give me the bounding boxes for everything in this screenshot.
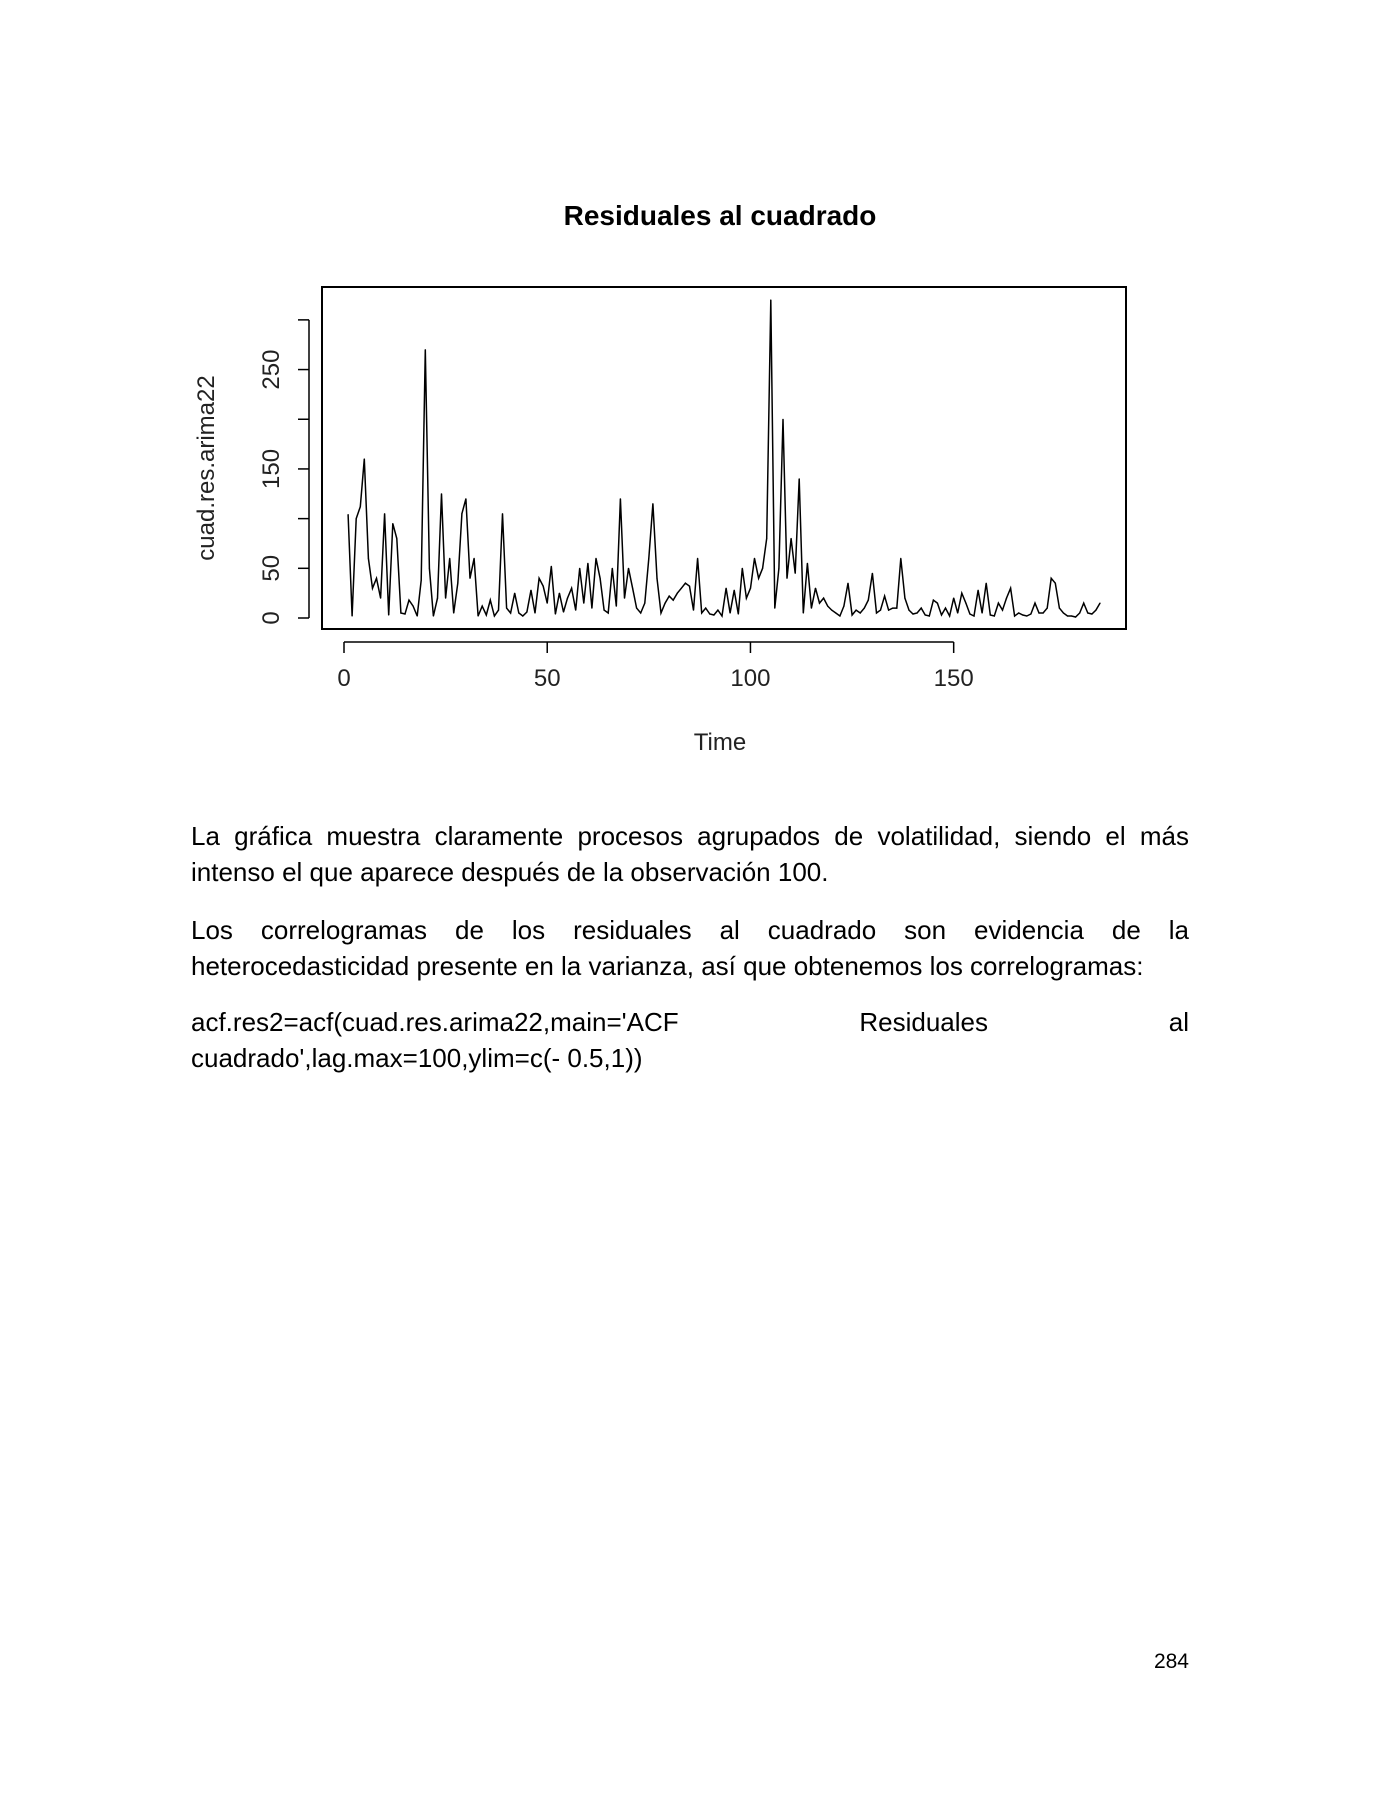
data-point [587,563,588,564]
data-point [933,600,934,601]
y-tick-label: 250 [258,349,285,390]
plot-frame [322,287,1126,629]
data-point [1022,614,1023,615]
data-point [1002,610,1003,611]
data-point [726,588,727,589]
data-point [795,573,796,574]
data-point [392,523,393,524]
y-tick-label: 0 [258,611,285,625]
data-point [982,612,983,613]
data-point [896,608,897,609]
data-point [925,614,926,615]
y-axis-label: cuad.res.arima22 [193,375,220,561]
data-point [547,603,548,604]
data-point [665,603,666,604]
data-point [860,612,861,613]
data-point [738,613,739,614]
data-point [632,588,633,589]
data-point [965,603,966,604]
y-tick-label: 150 [258,448,285,489]
data-point [717,610,718,611]
data-point [360,506,361,507]
data-point [1026,615,1027,616]
data-point [961,593,962,594]
data-point [774,608,775,609]
data-point [575,610,576,611]
x-axis-label: Time [693,729,747,756]
data-point [526,611,527,612]
chart-canvas [180,200,1140,770]
data-point [563,611,564,612]
data-point [413,606,414,607]
data-point [872,573,873,574]
data-point [571,588,572,589]
data-point [530,590,531,591]
data-point [786,578,787,579]
data-point [900,558,901,559]
data-point [433,615,434,616]
data-point [469,578,470,579]
data-point [921,608,922,609]
data-point [502,513,503,514]
data-point [994,615,995,616]
data-point [1006,598,1007,599]
data-point [486,614,487,615]
series-line [348,300,1100,617]
data-point [937,603,938,604]
data-point [782,419,783,420]
data-point [1059,608,1060,609]
data-point [904,598,905,599]
data-point [567,598,568,599]
data-point [734,590,735,591]
data-point [583,603,584,604]
data-point [758,578,759,579]
data-point [636,608,637,609]
data-point [880,610,881,611]
data-point [669,596,670,597]
data-point [1043,612,1044,613]
data-point [978,590,979,591]
data-points [348,299,1101,617]
data-point [441,493,442,494]
data-point [819,603,820,604]
y-axis [258,320,309,625]
data-point [843,606,844,607]
data-point [912,613,913,614]
data-point [1047,608,1048,609]
data-point [673,600,674,601]
data-point [372,588,373,589]
data-point [559,593,560,594]
data-point [815,588,816,589]
paragraph-correlograms: Los correlogramas de los residuales al cuadrado son evidencia de la heterocedasticidad presente en la varianza, así que obtenemos los correlogramas: [191,915,1189,981]
data-point [839,615,840,616]
x-tick-label: 150 [933,665,974,692]
data-point [348,514,349,515]
data-point [490,600,491,601]
data-point [892,608,893,609]
data-point [1055,583,1056,584]
x-tick-label: 50 [533,665,561,692]
data-point [681,588,682,589]
data-point [518,612,519,613]
data-point [608,612,609,613]
data-point [510,612,511,613]
data-point [864,608,865,609]
data-point [656,578,657,579]
data-point [750,588,751,589]
data-point [368,558,369,559]
data-point [616,606,617,607]
data-point [908,610,909,611]
data-point [474,558,475,559]
data-point [380,598,381,599]
data-point [1038,612,1039,613]
data-point [1034,603,1035,604]
data-point [400,612,401,613]
data-point [876,612,877,613]
data-point [620,498,621,499]
data-point [884,596,885,597]
y-tick-label: 50 [258,554,285,582]
data-point [595,558,596,559]
data-point [742,568,743,569]
data-point [1010,588,1011,589]
data-point [986,583,987,584]
data-point [856,610,857,611]
data-point [494,615,495,616]
data-point [482,606,483,607]
data-point [713,614,714,615]
data-point [770,299,771,300]
data-point [705,608,706,609]
data-point [425,349,426,350]
data-point [551,566,552,567]
data-point [445,598,446,599]
residuals-chart [180,200,1140,770]
data-point [697,558,698,559]
data-point [1091,613,1092,614]
data-point [648,558,649,559]
data-point [807,563,808,564]
data-point [396,538,397,539]
data-point [457,583,458,584]
data-point [640,612,641,613]
data-point [539,578,540,579]
data-point [689,586,690,587]
data-point [644,603,645,604]
data-point [604,610,605,611]
data-point [465,498,466,499]
data-point [388,614,389,615]
data-point [762,568,763,569]
data-point [831,610,832,611]
data-point [453,612,454,613]
x-axis [337,642,973,692]
data-point [990,614,991,615]
data-point [628,568,629,569]
data-point [660,612,661,613]
data-point [624,598,625,599]
data-point [852,614,853,615]
data-point [1075,616,1076,617]
chart-title: Residuales al cuadrado [563,200,877,231]
data-point [953,598,954,599]
data-point [941,614,942,615]
data-point [721,615,722,616]
data-point [429,568,430,569]
data-point [803,612,804,613]
data-point [1095,610,1096,611]
data-point [591,608,592,609]
data-point [1051,578,1052,579]
data-point [652,503,653,504]
data-point [384,513,385,514]
data-point [376,578,377,579]
data-point [404,613,405,614]
data-point [1099,603,1100,604]
data-point [514,593,515,594]
data-point [498,610,499,611]
data-point [437,598,438,599]
data-point [998,603,999,604]
data-point [766,538,767,539]
data-point [356,518,357,519]
data-point [1087,612,1088,613]
data-point [701,612,702,613]
x-tick-label: 0 [337,665,351,692]
data-point [827,606,828,607]
data-point [612,568,613,569]
data-point [1067,615,1068,616]
data-point [461,513,462,514]
data-point [1014,615,1015,616]
data-point [1071,615,1072,616]
data-point [917,612,918,613]
data-point [709,613,710,614]
data-point [421,580,422,581]
data-point [847,583,848,584]
data-point [746,598,747,599]
data-point [555,613,556,614]
paragraph-volatility: La gráfica muestra claramente procesos agrupados de volatilidad, siendo el más intenso el que aparece después de la observación 100. [191,821,1189,887]
paragraph-code: acf.res2=acf(cuad.res.arima22,main='ACF Residuales al cuadrado',lag.max=100,ylim=c(- 0.5,1)) [191,1007,1189,1073]
data-point [969,613,970,614]
data-point [1030,613,1031,614]
data-point [1079,612,1080,613]
data-point [677,593,678,594]
data-point [778,568,779,569]
data-point [449,558,450,559]
data-point [730,612,731,613]
data-point [579,568,580,569]
data-point [945,608,946,609]
data-point [478,615,479,616]
data-point [929,615,930,616]
data-point [352,615,353,616]
data-point [835,612,836,613]
data-point [888,610,889,611]
data-point [1083,603,1084,604]
data-point [799,478,800,479]
data-point [791,538,792,539]
data-point [522,615,523,616]
data-point [1063,612,1064,613]
data-point [543,586,544,587]
data-point [534,612,535,613]
data-point [364,458,365,459]
data-point [600,578,601,579]
data-point [949,615,950,616]
data-point [693,610,694,611]
page-number: 284 [1153,1650,1189,1673]
data-point [823,598,824,599]
data-point [957,612,958,613]
data-point [506,608,507,609]
data-point [685,583,686,584]
data-point [868,600,869,601]
data-point [408,600,409,601]
data-point [1018,612,1019,613]
data-point [811,608,812,609]
data-point [754,558,755,559]
data-point [973,615,974,616]
data-point [417,615,418,616]
x-tick-label: 100 [730,665,771,692]
